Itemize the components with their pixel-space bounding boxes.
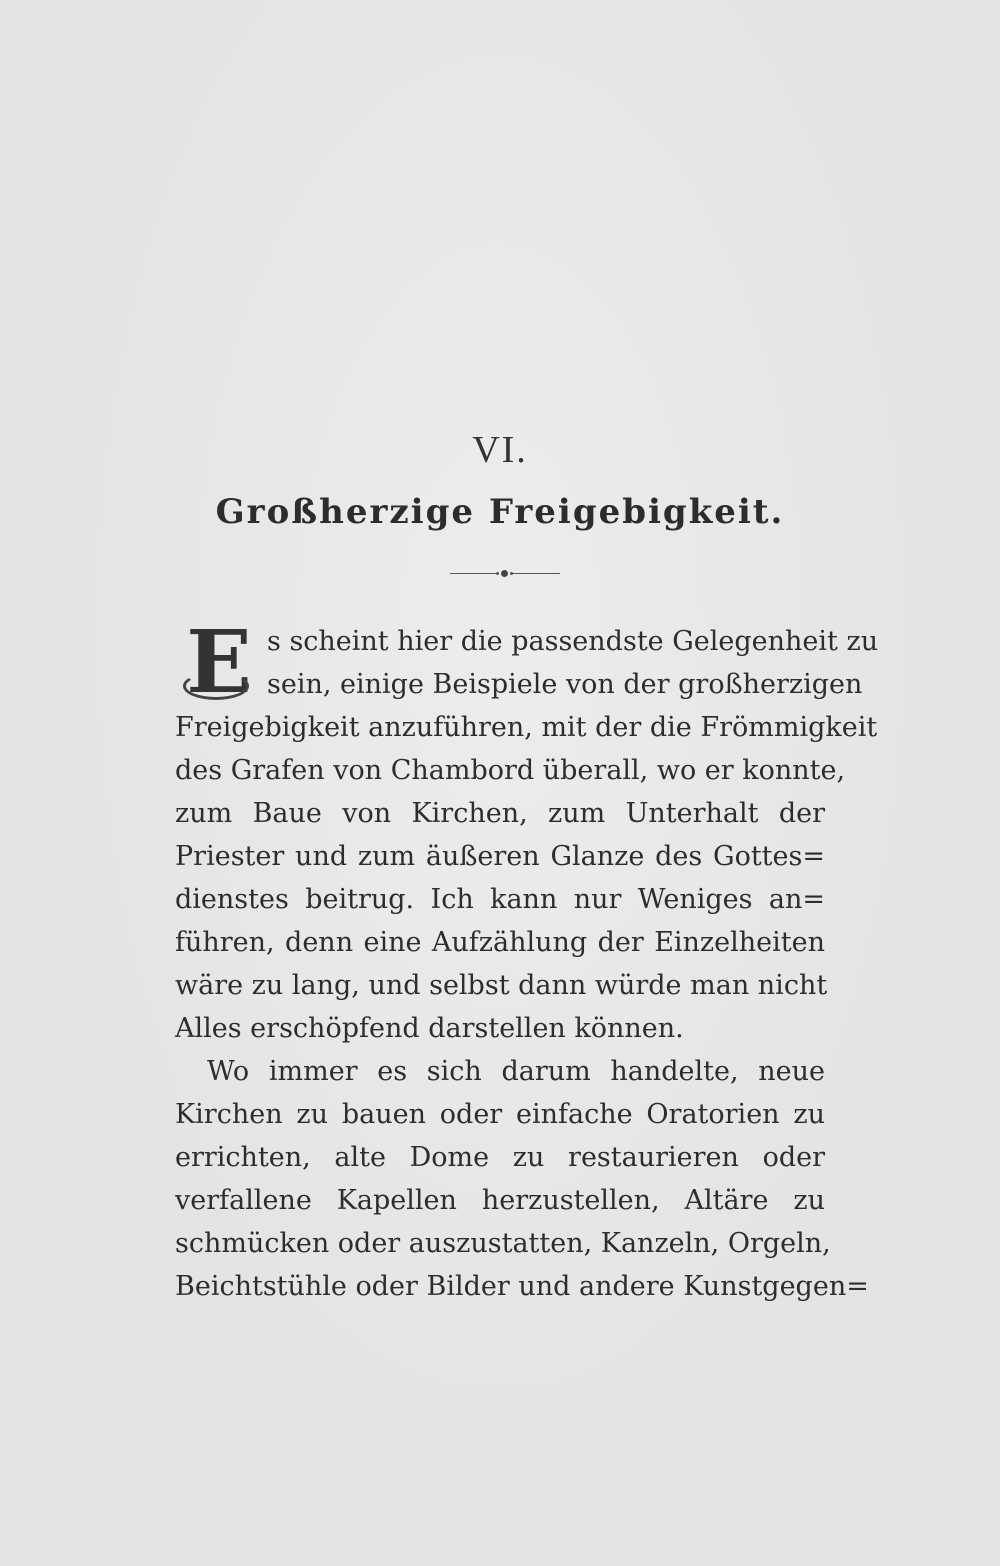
text-line: s scheint hier die passendste Gelegenheit zu [267, 626, 879, 657]
text-line: Wo immer es sich darum handelte, neue [207, 1056, 825, 1087]
chapter-title: Großherzige Freigebigkeit. [215, 492, 785, 532]
text-line: schmücken oder auszustatten, Kanzeln, Orgeln, [175, 1228, 831, 1259]
drop-cap-swash-ornament [183, 672, 249, 700]
text-line: Alles erschöpfend darstellen können. [175, 1013, 684, 1044]
text-line: Kirchen zu bauen oder einfache Oratorien zu [175, 1099, 825, 1130]
text-line: Priester und zum äußeren Glanze des Gottes= [175, 841, 825, 872]
text-line: errichten, alte Dome zu restaurieren oder [175, 1142, 825, 1173]
text-line: Beichtstühle oder Bilder und andere Kunstgegen= [175, 1271, 869, 1302]
ornament-rule-left [450, 573, 496, 574]
text-line: zum Baue von Kirchen, zum Unterhalt der [175, 798, 825, 829]
paragraph-1 [175, 620, 879, 1050]
ornament-dot-center [501, 570, 508, 577]
title-ornament [450, 565, 560, 581]
drop-cap-initial [175, 612, 263, 713]
text-line: führen, denn eine Aufzählung der Einzelheiten [175, 927, 825, 958]
chapter-body [175, 612, 879, 1308]
chapter-number: VI. [472, 429, 528, 471]
text-line: des Grafen von Chambord überall, wo er konnte, [175, 755, 846, 786]
text-line: dienstes beitrug. Ich kann nur Weniges an= [175, 884, 825, 915]
text-line: verfallene Kapellen herzustellen, Altäre zu [175, 1185, 825, 1216]
paragraph-2 [175, 1050, 869, 1308]
text-line: Freigebigkeit anzuführen, mit der die Frömmigkeit [175, 712, 878, 743]
text-line: sein, einige Beispiele von der großherzigen [267, 669, 863, 700]
text-line: wäre zu lang, und selbst dann würde man nicht [175, 970, 828, 1001]
drop-cap-letter: E [186, 612, 252, 713]
ornament-rule-right [512, 573, 560, 574]
ornament-dot-left [496, 572, 499, 575]
